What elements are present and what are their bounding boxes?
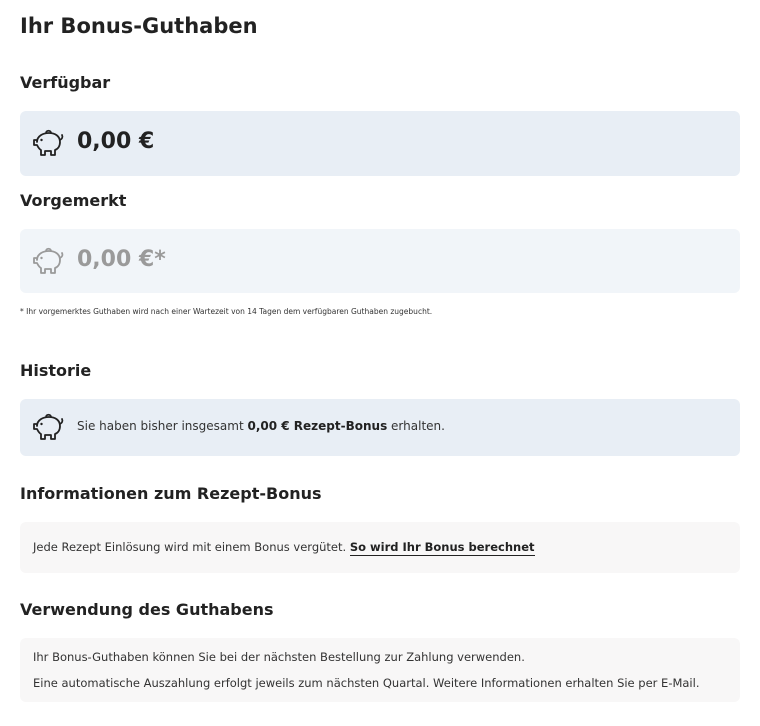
usage-card xyxy=(20,638,740,702)
history-text xyxy=(77,419,445,433)
pending-balance-card xyxy=(20,229,740,293)
info-description: Jede Rezept Einlösung wird mit einem Bonus vergütet. xyxy=(33,540,350,554)
usage-line-1: Ihr Bonus-Guthaben können Sie bei der nächsten Bestellung zur Zahlung verwenden. xyxy=(33,650,525,664)
piggy-bank-icon xyxy=(31,412,65,446)
usage-line-2: Eine automatische Auszahlung erfolgt jeweils zum nächsten Quartal. Weitere Informationen erhalten Sie per E-Mail. xyxy=(33,676,700,690)
bonus-calculation-link[interactable]: So wird Ihr Bonus berechnet xyxy=(349,540,535,554)
piggy-bank-icon xyxy=(31,128,65,162)
pending-heading: Vorgemerkt xyxy=(20,191,127,210)
history-text-suffix: erhalten. xyxy=(387,419,445,433)
history-card xyxy=(20,399,740,456)
info-heading: Informationen zum Rezept-Bonus xyxy=(20,484,322,503)
history-text-prefix: Sie haben bisher insgesamt xyxy=(77,419,248,433)
info-text xyxy=(33,540,535,554)
usage-heading: Verwendung des Guthabens xyxy=(20,600,274,619)
page-title: Ihr Bonus-Guthaben xyxy=(20,14,258,38)
history-heading: Historie xyxy=(20,361,92,380)
info-card xyxy=(20,522,740,573)
available-balance-card xyxy=(20,111,740,176)
piggy-bank-icon xyxy=(31,246,65,280)
available-amount: 0,00 € xyxy=(77,129,155,154)
pending-footnote: * Ihr vorgemerktes Guthaben wird nach einer Wartezeit von 14 Tagen dem verfügbaren Guthaben zugebucht. xyxy=(20,307,433,316)
history-total: 0,00 € Rezept-Bonus xyxy=(247,419,388,433)
pending-amount: 0,00 €* xyxy=(77,247,166,272)
available-heading: Verfügbar xyxy=(20,73,111,92)
